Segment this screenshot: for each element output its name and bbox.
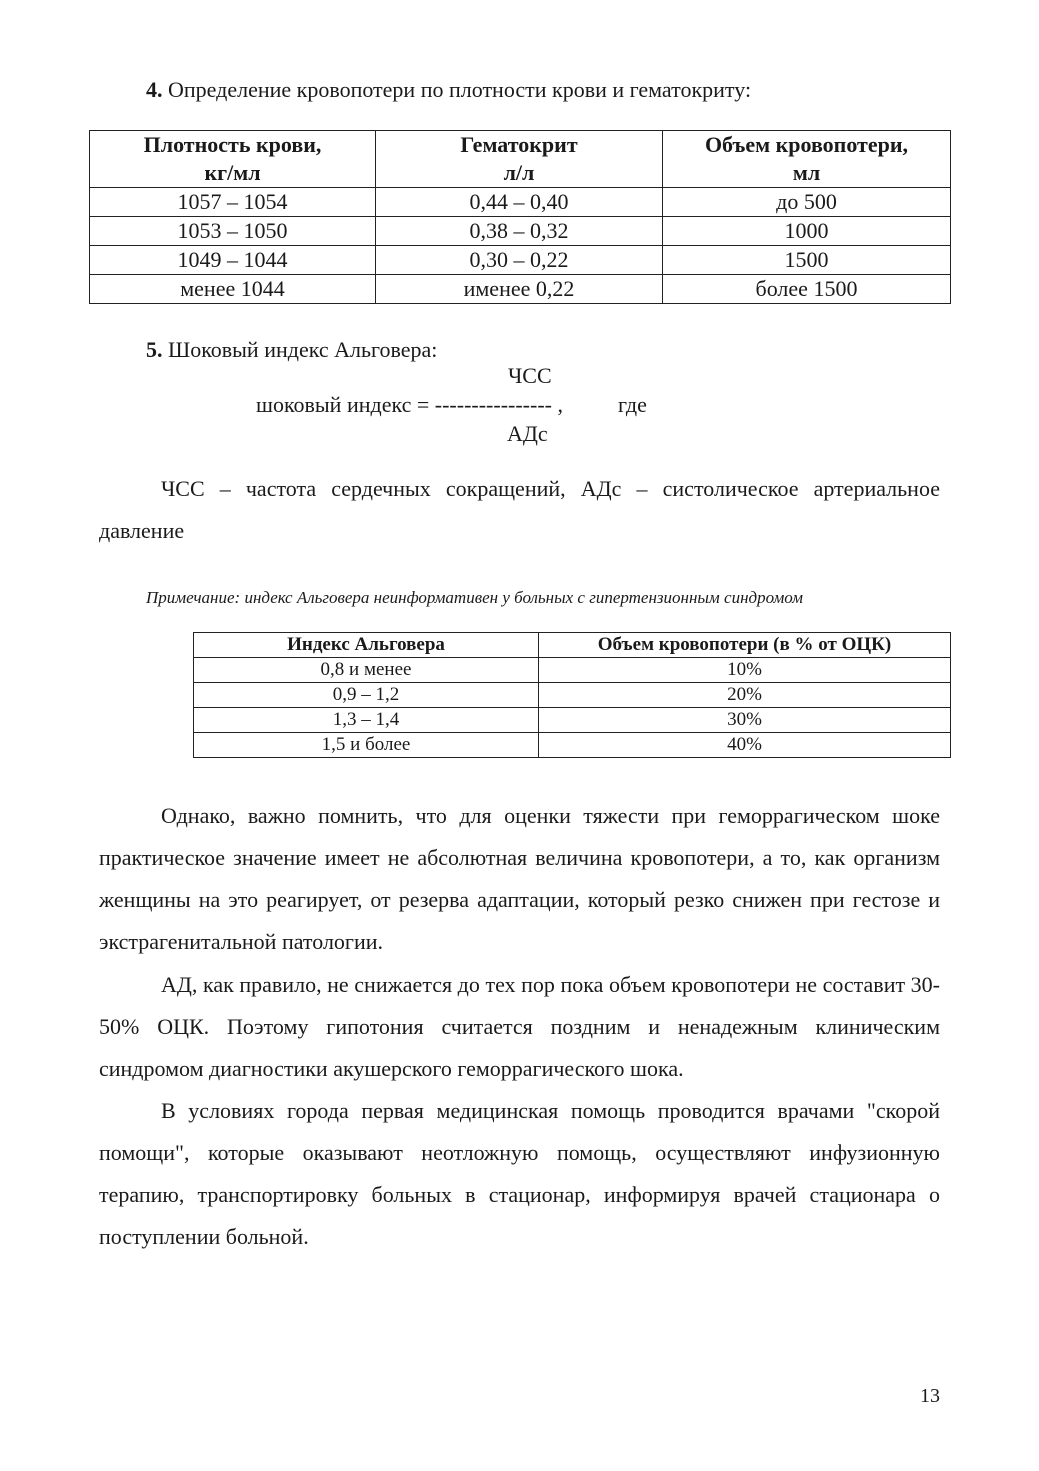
table-cell: именее 0,22 [376,275,663,304]
table-cell: 0,8 и менее [194,658,539,683]
table-cell: 1,5 и более [194,733,539,758]
table-cell: 30% [539,708,951,733]
section-4-heading [146,76,751,104]
section-5-heading [146,336,437,364]
table-cell: 1500 [663,246,951,275]
table-cell: 0,44 – 0,40 [376,188,663,217]
formula-where: где [618,392,647,417]
table-row [90,246,951,275]
table-cell: 1053 – 1050 [90,217,376,246]
body-paragraph: АД, как правило, не снижается до тех пор пока объем кровопотери не составит 30-50% ОЦК. Поэтому гипотония считается поздним и ненадежным клиническим синдромом диагностики акушерского геморрагического шока. [99,972,940,1081]
table-cell: 1049 – 1044 [90,246,376,275]
table-row [194,733,951,758]
body-paragraph: В условиях города первая медицинская помощь проводится врачами "скорой помощи", которые оказывают неотложную помощь, осуществляют инфузионную терапию, транспортировку больных в стационар, информируя врачей стационара о поступлении больной. [99,1098,940,1249]
table-header-row [90,131,951,188]
table-row [90,217,951,246]
table-cell: до 500 [663,188,951,217]
table-row [194,683,951,708]
section-5-title: Шоковый индекс Альговера: [168,337,438,362]
table-header-row [194,633,951,658]
table-cell: 1000 [663,217,951,246]
body-paragraph: Однако, важно помнить, что для оценки тяжести при геморрагическом шоке практическое значение имеет не абсолютная величина кровопотери, а то, как организм женщины на это реагирует, от резерва адаптации, который резко снижен при гестозе и экстрагенитальной патологии. [99,803,940,954]
table-header-cell: Объем кровопотери (в % от ОЦК) [539,633,951,658]
table-cell: 1057 – 1054 [90,188,376,217]
table-cell: 0,38 – 0,32 [376,217,663,246]
table-header-cell: Индекс Альговера [194,633,539,658]
table-cell: 40% [539,733,951,758]
table-row [194,658,951,683]
table-header-cell: Плотность крови, кг/мл [90,131,376,188]
section-4-title: Определение кровопотери по плотности крови и гематокриту: [168,77,752,102]
table-cell: 10% [539,658,951,683]
table-cell: 0,30 – 0,22 [376,246,663,275]
definition-paragraph: ЧСС – частота сердечных сокращений, АДс – систолическое артериальное давление [99,476,940,543]
note-text: Примечание: индекс Альговера неинформативен у больных с гипертензионным синдромом [146,588,804,607]
table-row [194,708,951,733]
formula-denominator: АДс [507,421,548,446]
blood-density-table [89,130,951,304]
table-header-cell: Гематокрит л/л [376,131,663,188]
page-number: 13 [920,1385,940,1407]
table-cell: менее 1044 [90,275,376,304]
algover-index-table [193,632,951,758]
section-5-number: 5. [146,337,163,362]
table-row [90,275,951,304]
formula-numerator: ЧСС [508,363,552,388]
table-header-cell: Объем кровопотери, мл [663,131,951,188]
table-cell: более 1500 [663,275,951,304]
table-cell: 1,3 – 1,4 [194,708,539,733]
table-cell: 20% [539,683,951,708]
section-4-number: 4. [146,77,163,102]
formula-lhs: шоковый индекс = ---------------- , [256,392,563,417]
table-row [90,188,951,217]
table-cell: 0,9 – 1,2 [194,683,539,708]
